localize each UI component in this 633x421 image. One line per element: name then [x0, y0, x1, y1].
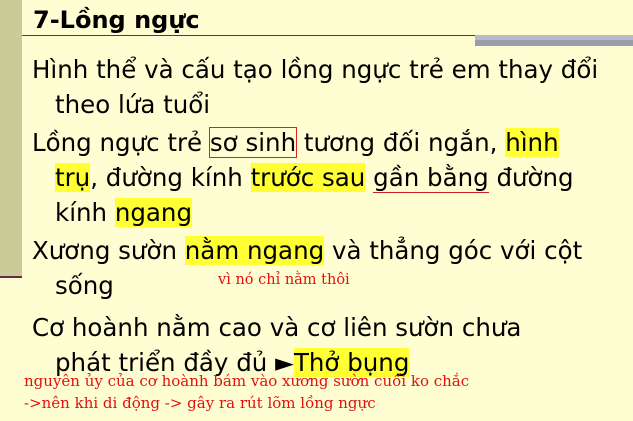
text-run: phát triển đầy đủ — [55, 348, 276, 377]
sidebar-divider — [0, 276, 22, 278]
text-run: Xương sườn — [32, 236, 185, 265]
text-run: kính — [55, 198, 115, 227]
bullet-2 — [32, 125, 628, 230]
text-run: Lồng ngực trẻ — [32, 128, 210, 157]
slide-title: 7-Lồng ngực — [33, 6, 200, 34]
bullet-4-line-1: Cơ hoành nằm cao và cơ liên sườn chưa — [32, 313, 522, 342]
bullet-3-line-2: sống — [55, 271, 114, 300]
text-run: và thẳng góc với cột — [324, 236, 583, 265]
bullet-3-line-1 — [32, 233, 628, 268]
annotation-note-2: nguyên ủy của cơ hoành bám vào xương sườn cuối ko chắc — [24, 372, 470, 390]
annotation-note-3: ->nên khi di động -> gây ra rút lõm lồng ngực — [24, 394, 376, 412]
boxed-term-so-sinh: sơ sinh — [209, 128, 297, 157]
bullet-1-line-1: Hình thể và cấu tạo lồng ngực trẻ em thay đổi — [32, 55, 599, 84]
highlight-ngang: ngang — [114, 198, 193, 227]
bullet-3 — [32, 233, 628, 303]
bullet-4 — [32, 310, 628, 380]
bullet-2-line-2 — [32, 160, 628, 195]
arrow-icon: ► — [275, 348, 294, 377]
highlight-tru: trụ — [55, 163, 91, 192]
text-run — [365, 163, 373, 192]
annotation-note-1: vì nó chỉ nằm thôi — [218, 272, 350, 288]
bullet-1-line-2: theo lứa tuổi — [55, 90, 211, 119]
highlight-hinh: hình — [505, 128, 559, 157]
sidebar-decoration — [0, 0, 22, 277]
highlight-tho-bung: Thở bụng — [293, 348, 410, 377]
title-decoration-bar-shadow — [475, 40, 633, 46]
highlight-nam-ngang: nằm ngang — [184, 236, 325, 265]
bullet-1 — [32, 52, 628, 122]
text-run: tương đối ngắn, — [296, 128, 506, 157]
highlight-truoc-sau: trước sau — [250, 163, 366, 192]
bullet-2-line-1 — [32, 125, 628, 160]
text-run: đường — [488, 163, 574, 192]
bullet-2-line-3 — [32, 195, 628, 230]
underlined-gan-bang: gần bằng — [373, 163, 489, 192]
text-run: , đường kính — [90, 163, 251, 192]
